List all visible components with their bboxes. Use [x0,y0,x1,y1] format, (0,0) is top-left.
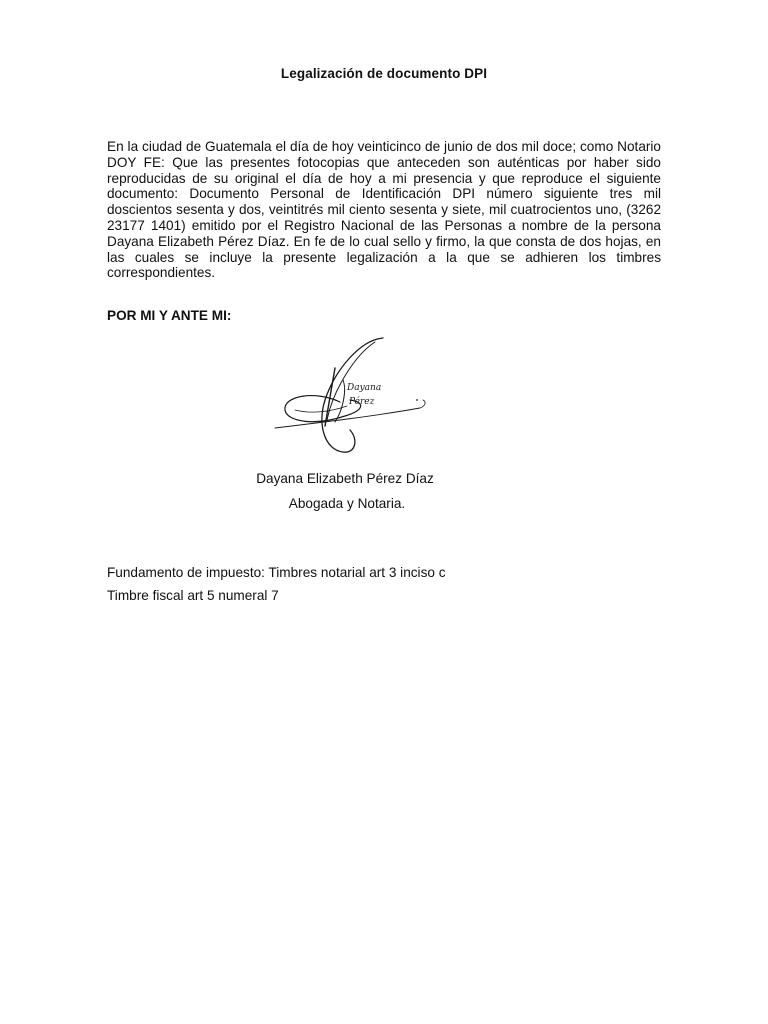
signer-role: Abogada y Notaria. [288,496,406,511]
legalization-paragraph: En la ciudad de Guatemala el día de hoy veinticinco de junio de dos mil doce; como Notario DOY FE: Que las presentes fotocopias que anteceden son auténticas por haber sido reproducidas de su original el día de hoy a mi presencia y que reproduce el siguiente documento: Documento Personal de Identificación DPI número siguiente tres mil doscientos sesenta y dos, veintitrés mil ciento sesenta y siete, mil cuatrocientos uno, (3262 23177 1401) emitido por el Registro Nacional de las Personas a nombre de la persona Dayana Elizabeth Pérez Díaz. En fe de lo cual sello y firmo, la que consta de dos hojas, en las cuales se incluye la presente legalización a la que se adhieren los timbres correspondientes. [107,139,661,281]
signature-text-line-1: Dayana [347,383,382,393]
fiscal-stamp-line: Timbre fiscal art 5 numeral 7 [107,588,279,603]
document-title: Legalización de documento DPI [280,66,488,81]
handwritten-signature [255,330,455,460]
tax-basis-line: Fundamento de impuesto: Timbres notarial art 3 inciso c [107,565,446,580]
signature-text-line-2: Pérez [349,397,375,407]
signer-name: Dayana Elizabeth Pérez Díaz [256,471,434,486]
attestation-heading: POR MI Y ANTE MI: [107,308,232,323]
